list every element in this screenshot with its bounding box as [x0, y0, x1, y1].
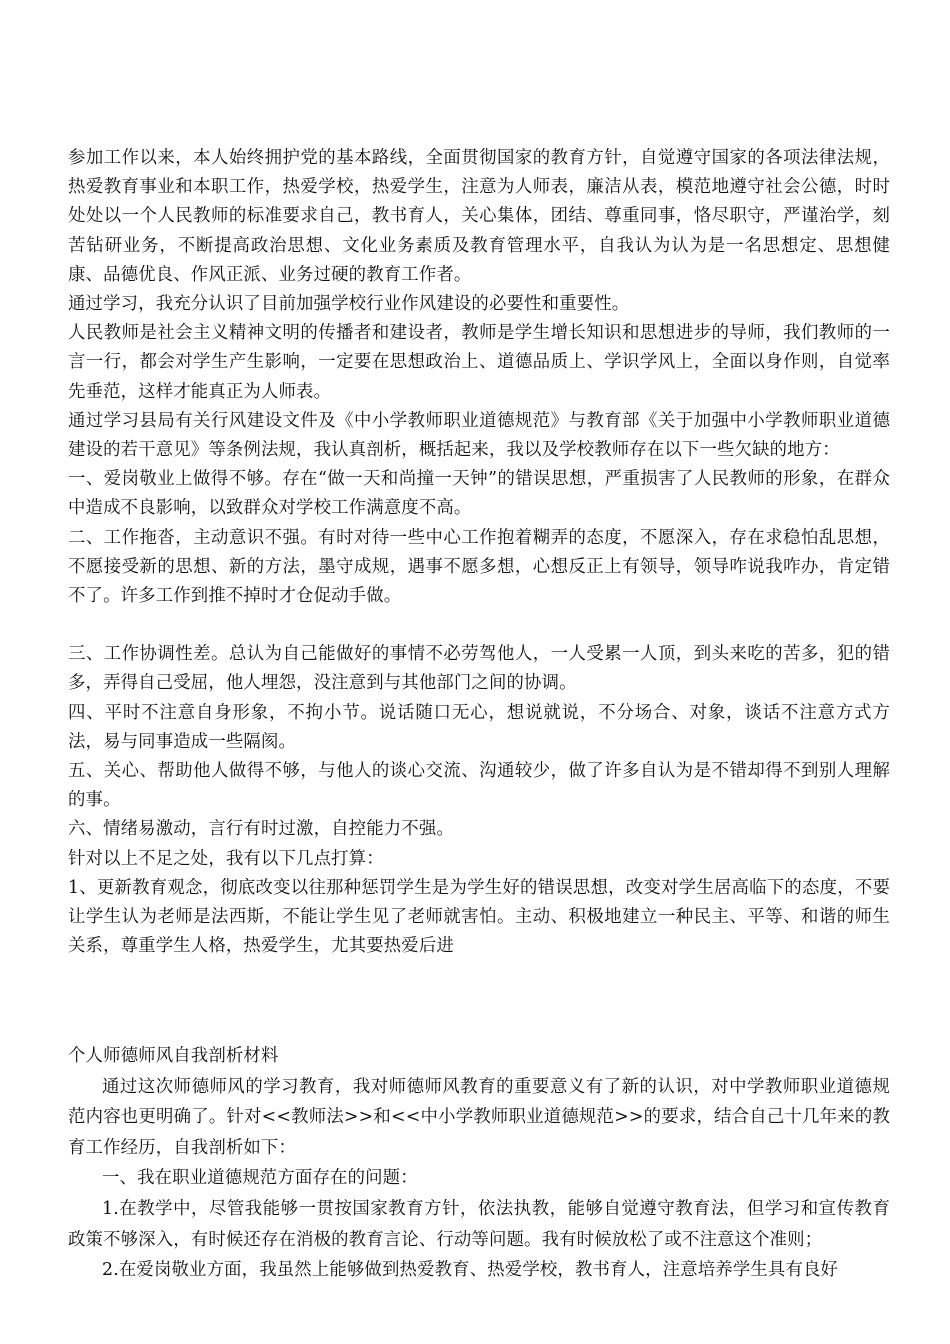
- paragraph: 1、更新教育观念，彻底改变以往那种惩罚学生是为学生好的错误思想，改变对学生居高临下的态度，不要让学生认为老师是法西斯，不能让学生见了老师就害怕。主动、积极地建立一种民主、平等、和谐的师生关系，尊重学生人格，热爱学生，尤其要热爱后进: [68, 877, 890, 957]
- paragraph: 一、我在职业道德规范方面存在的问题：: [102, 1168, 418, 1189]
- paragraph: 通过学习，我充分认识了目前加强学校行业作风建设的必要性和重要性。: [68, 294, 630, 315]
- blank-line: [68, 611, 890, 640]
- paragraph: 二、工作拖沓，主动意识不强。有时对待一些中心工作抱着糊弄的态度，不愿深入，存在求稳怕乱思想，不愿接受新的思想、新的方法，墨守成规，遇事不愿多想，心想反正上有领导，领导咋说我咋办，肯定错不了。许多工作到推不掉时才仓促动手做。: [68, 527, 890, 607]
- paragraph: 2.在爱岗敬业方面，我虽然上能够做到热爱教育、热爱学校，教书育人，注意培养学生具有良好: [102, 1260, 839, 1281]
- paragraph: 三、工作协调性差。总认为自己能做好的事情不必劳驾他人，一人受累一人顶，到头来吃的苦多，犯的错多，弄得自己受屈，他人埋怨，没注意到与其他部门之间的协调。: [68, 644, 890, 694]
- paragraph: 通过这次师德师风的学习教育，我对师德师风教育的重要意义有了新的认识，对中学教师职业道德规范内容也更明确了。针对<<教师法>>和<<中小学教师职业道德规范>>的要求，结合自己十几年来的教育工作经历，自我剖析如下：: [68, 1076, 890, 1158]
- section-title: 个人师德师风自我剖析材料: [68, 1046, 279, 1066]
- paragraph: 通过学习县局有关行风建设文件及《中小学教师职业道德规范》与教育部《关于加强中小学教师职业道德建设的若干意见》等条例法规，我认真剖析，概括起来，我以及学校教师存在以下一些欠缺的地方：: [68, 410, 890, 461]
- paragraph: 五、关心、帮助他人做得不够，与他人的谈心交流、沟通较少，做了许多自认为是不错却得不到别人理解的事。: [68, 761, 890, 811]
- paragraph: 一、爱岗敬业上做得不够。存在“做一天和尚撞一天钟”的错误思想，严重损害了人民教师的形象，在群众中造成不良影响，以致群众对学校工作满意度不高。: [68, 469, 890, 519]
- paragraph: 人民教师是社会主义精神文明的传播者和建设者，教师是学生增长知识和思想进步的导师，我们教师的一言一行，都会对学生产生影响，一定要在思想政治上、道德品质上、学识学风上，全面以身作则，自觉率先垂范，这样才能真正为人师表。: [68, 323, 890, 402]
- section-one: [68, 144, 890, 961]
- paragraph: 四、平时不注意自身形象，不拘小节。说话随口无心，想说就说，不分场合、对象，谈话不注意方式方法，易与同事造成一些隔阂。: [68, 702, 890, 752]
- paragraph: 针对以上不足之处，我有以下几点打算：: [68, 848, 384, 869]
- paragraph: 参加工作以来，本人始终拥护党的基本路线，全面贯彻国家的教育方针，自觉遵守国家的各项法律法规，热爱教育事业和本职工作，热爱学校，热爱学生，注意为人师表，廉洁从表，模范地遵守社会公德，时时处处以一个人民教师的标准要求自己，教书育人，关心集体，团结、尊重同事，恪尽职守，严谨治学，刻苦钻研业务，不断提高政治思想、文化业务素质及教育管理水平，自我认为认为是一名思想定、思想健康、品德优良、作风正派、业务过硬的教育工作者。: [68, 148, 890, 285]
- section-two: [68, 1041, 890, 1286]
- paragraph: 六、情绪易激动，言行有时过激，自控能力不强。: [68, 819, 454, 840]
- paragraph: 1.在教学中，尽管我能够一贯按国家教育方针，依法执教，能够自觉遵守教育法，但学习和宣传教育政策不够深入，有时候还存在消极的教育言论、行动等问题。我有时候放松了或不注意这个准则；: [68, 1198, 890, 1250]
